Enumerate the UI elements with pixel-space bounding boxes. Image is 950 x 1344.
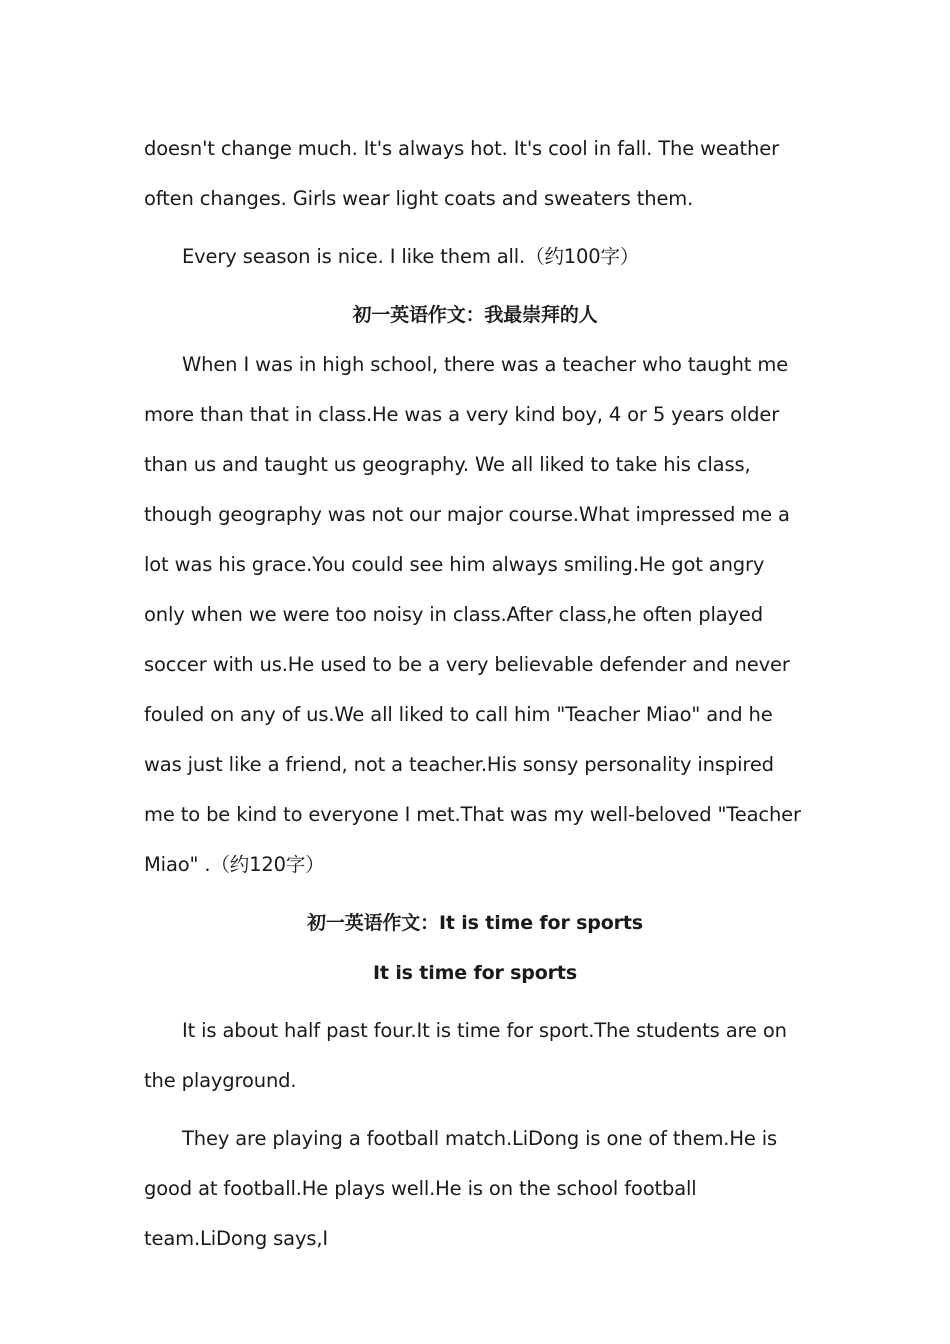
paragraph-continued: doesn't change much. It's always hot. It's cool in fall. The weather often changes. Girls wear light coats and sweaters them. — [144, 137, 779, 210]
paragraph-sports-intro: It is about half past four.It is time for sport.The students are on the playground. — [144, 1019, 787, 1092]
essay-title-admired-person: 初一英语作文：我最崇拜的人 — [352, 304, 598, 326]
document-body — [144, 124, 806, 1264]
essay-title-sports: 初一英语作文：It is time for sports — [307, 912, 643, 934]
paragraph-teacher-miao: When I was in high school, there was a teacher who taught me more than that in class.He was a very kind boy, 4 or 5 years older than us and taught us geography. We all liked to take his class, though geography was not our major course.What impressed me a lot was his grace.You could see him always smiling.He got angry only when we were too noisy in class.After class,he often played soccer with us.He used to be a very believable defender and never fouled on any of us.We all liked to call him "Teacher Miao" and he was just like a friend, not a teacher.His sonsy personality inspired me to be kind to everyone I met.That was my well-beloved "Teacher Miao" .（约120字） — [144, 353, 801, 876]
paragraph-conclusion: Every season is nice. I like them all.（约100字） — [182, 245, 640, 268]
essay-subtitle-sports: It is time for sports — [373, 962, 577, 984]
paragraph-football: They are playing a football match.LiDong is one of them.He is good at football.He plays well.He is on the school football team.LiDong says,I — [144, 1127, 778, 1250]
